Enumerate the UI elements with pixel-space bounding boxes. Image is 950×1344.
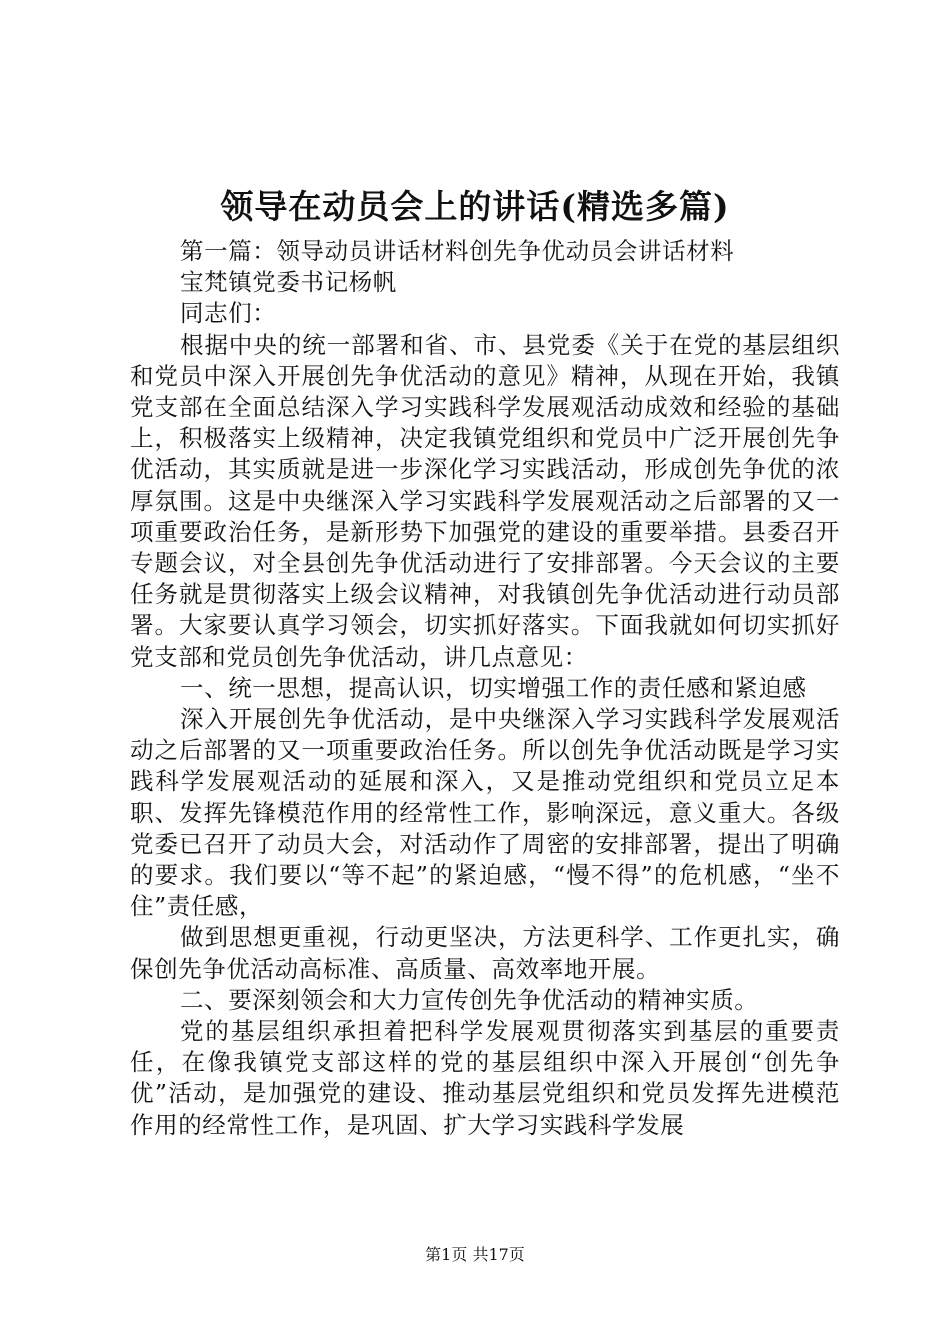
document-body: [130, 236, 840, 1141]
paragraph-intro: 根据中央的统一部署和省、市、县党委《关于在党的基层组织和党员中深入开展创先争优活动的意见》精神，从现在开始，我镇党支部在全面总结深入学习实践科学发展观活动成效和经验的基础上，积极落实上级精神，决定我镇党组织和党员中广泛开展创先争优活动，其实质就是进一步深化学习实践活动，形成创先争优的浓厚氛围。这是中央继深入学习实践科学发展观活动之后部署的又一项重要政治任务，是新形势下加强党的建设的重要举措。县委召开专题会议，对全县创先争优活动进行了安排部署。今天会议的主要任务就是贯彻落实上级会议精神，对我镇创先争优活动进行动员部署。大家要认真学习领会，切实抓好落实。下面我就如何切实抓好党支部和党员创先争优活动，讲几点意见：: [130, 330, 840, 671]
paragraph-section-two: 党的基层组织承担着把科学发展观贯彻落实到基层的重要责任，在像我镇党支部这样的党的基层组织中深入开展创“创先争优”活动，是加强党的建设、推动基层党组织和党员发挥先进模范作用的经常性工作，是巩固、扩大学习实践科学发展: [130, 1017, 840, 1139]
paragraph-section-one: 深入开展创先争优活动，是中央继深入学习实践科学发展观活动之后部署的又一项重要政治任务。所以创先争优活动既是学习实践科学发展观活动的延展和深入，又是推动党组织和党员立足本职、发挥先锋模范作用的经常性工作，影响深远，意义重大。各级党委已召开了动员大会，对活动作了周密的安排部署，提出了明确的要求。我们要以“等不起”的紧迫感，“慢不得”的危机感，“坐不住”责任感，: [130, 705, 840, 921]
paragraph-section-one-continued: 做到思想更重视，行动更坚决，方法更科学、工作更扎实，确保创先争优活动高标准、高质量、高效率地开展。: [130, 923, 840, 983]
section-heading-one: 一、统一思想，提高认识，切实增强工作的责任感和紧迫感: [180, 673, 807, 702]
paragraph-heading-part-one: 第一篇：领导动员讲话材料创先争优动员会讲话材料: [180, 237, 735, 265]
paragraph-salutation: 同志们：: [180, 299, 277, 328]
document-title: 领导在动员会上的讲话(精选多篇): [220, 187, 730, 226]
page-number-footer: 第1页 共17页: [425, 1245, 525, 1264]
section-heading-two: 二、要深刻领会和大力宣传创先争优活动的精神实质。: [180, 985, 759, 1014]
paragraph-author: 宝梵镇党委书记杨帆: [180, 268, 397, 297]
